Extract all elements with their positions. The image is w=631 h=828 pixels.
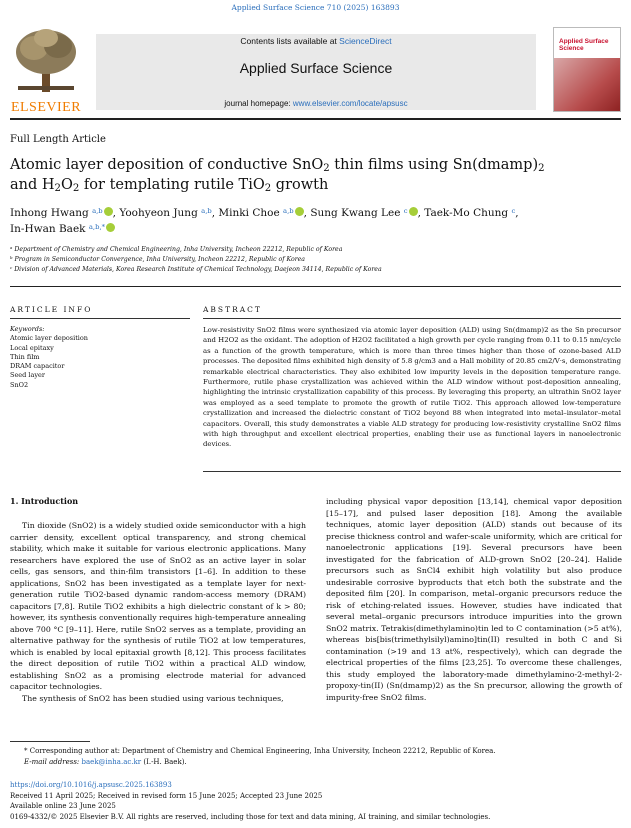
author-affiliation-mark[interactable]: a,b (201, 206, 212, 215)
author-name[interactable]: Taek-Mo Chung (424, 207, 509, 219)
keywords-list (10, 325, 190, 390)
header-rule (10, 286, 621, 287)
received-dates: Received 11 April 2025; Received in revised form 15 June 2025; Accepted 23 June 2025 (10, 791, 323, 800)
article-info-heading: ARTICLE INFO (10, 305, 93, 314)
copyright-line: 0169-4332/© 2025 Elsevier B.V. All rights are reserved, including those for text and data mining, AI training, and similar technologies. (10, 812, 491, 821)
keyword-item: Atomic layer deposition (10, 334, 88, 343)
abstract-bottom-rule (203, 471, 621, 472)
article-info-rule (10, 318, 190, 319)
elsevier-logo (10, 26, 82, 115)
journal-homepage-link[interactable]: www.elsevier.com/locate/apsusc (292, 99, 408, 108)
journal-title: Applied Surface Science (239, 60, 393, 76)
author-affiliation-mark[interactable]: c (403, 206, 408, 215)
author-list: Inhong Hwang $^{a,b}$ , Yoohyeon Jung $^{a,b}$, Minki Choe $^{a,b}$ , Sung Kwang Lee $^c$ , Taek-Mo Chung $^c$, In-Hwan Baek $^{a,b,*}$ (10, 206, 519, 235)
author-affiliation-mark[interactable]: a,b (283, 206, 294, 215)
author-name[interactable]: Minki Choe (218, 207, 280, 219)
keyword-item: DRAM capacitor (10, 362, 65, 371)
author-affiliation-mark[interactable]: a,b,* (88, 222, 106, 231)
corresponding-author-note: * Corresponding author at: Department of Chemistry and Chemical Engineering, Inha University, Incheon 22212, Republic of Korea. (24, 747, 496, 755)
affiliation-item: $^c$ Division of Advanced Materials, Korea Research Institute of Chemical Technology, Daejeon 34114, Republic of Korea (10, 265, 382, 273)
homepage-prefix: journal homepage: (224, 99, 293, 108)
keyword-item: Thin film (10, 352, 40, 361)
author-name[interactable]: Yoohyeon Jung (119, 207, 198, 219)
email-link[interactable]: baek@inha.ac.kr (81, 758, 142, 766)
author-name[interactable]: Sung Kwang Lee (310, 207, 401, 219)
affiliation-item: $^b$ Program in Semiconductor Convergence, Inha University, Incheon 22212, Republic of Korea (10, 255, 305, 263)
journal-reference-link[interactable]: Applied Surface Science 710 (2025) 163893 (231, 3, 400, 12)
available-online: Available online 23 June 2025 (10, 802, 116, 811)
cover-title: Applied Surface Science (559, 38, 609, 52)
homepage-line (96, 99, 536, 108)
body-column-right (326, 496, 622, 703)
contents-prefix: Contents lists available at (240, 36, 340, 46)
body-column-left (10, 520, 306, 704)
body-paragraph: including physical vapor deposition [13,14], chemical vapor deposition [15–17], and pulsed laser deposition [18]. Among the available techniques, atomic layer deposition (ALD) stands out because of its precise thickness control and wafer-scale uniformity, which are critical for nanoelectronic applications [19]. Several precursors have been investigated for the fabrication of ALD-grown SnO2 [20–24]. Halide precursors such as SnCl4 exhibit high volatility but also produce undesirable corrosive byproducts that etch both the substrate and the deposited film [20]. In comparison, metal–organic precursors reduce the risk of etching-related issues. However, studies have indicated that several metal–organic precursors introduce impurities into the grown SnO2 matrix. Tetrakis(dimethylamino)tin led to C contamination (>5 at%), whereas bis[bis(trimethylsilyl)amino]tin(II) resulted in both C and Si contamination (>19 and 13 at%, respectively), which can degrade the electrical properties of the films [23,25]. To overcome these challenges, this study employed the laboratory-made dimethylamino-2-methyl-2-propoxy-tin(II) (Sn(dmamp)2) as the Sn precursor, allowing the growth of impurity-free SnO2 films. (326, 497, 622, 702)
article-title: Atomic layer deposition of conductive SnO$_2$ thin films using $Sn(dmamp)_2$ and $H_2O_2$ for templating rutile TiO$_2$ growth (10, 157, 545, 195)
masthead-rule (10, 118, 621, 120)
corresponding-author-footnote (10, 746, 496, 768)
keyword-item: Seed layer (10, 371, 45, 380)
author-name[interactable]: In-Hwan Baek (10, 223, 86, 235)
elsevier-tree-icon (12, 26, 80, 94)
email-line: E-mail address: baek@inha.ac.kr (I.-H. Baek). (24, 758, 187, 766)
orcid-icon[interactable] (106, 223, 115, 232)
publication-info (10, 780, 490, 822)
doi-link[interactable]: https://doi.org/10.1016/j.apsusc.2025.163893 (10, 781, 172, 789)
abstract-top-rule (203, 318, 621, 319)
journal-cover-thumbnail[interactable] (553, 27, 621, 112)
orcid-icon[interactable] (409, 207, 418, 216)
body-paragraph: Tin dioxide (SnO2) is a widely studied oxide semiconductor with a high carrier density, excellent optical transparency, and strong chemical stability, which make it suitable for various electronic applications. Many researchers have explored the use of SnO2 as an active layer in solar cells, gas sensors, and thin-film transistors [1–6]. In addition to these applications, SnO2 has been investigated as a template layer for next-generation rutile TiO2-based dynamic random-access memory (DRAM) capacitors [7,8]. Rutile TiO2 exhibits a high dielectric constant of k > 80; however, its synthesis conventionally requires high-temperature annealing above 700 °C [9–11]. Here, rutile SnO2 serves as a template, providing an alternative pathway for the synthesis of rutile TiO2 at low temperatures, which is enabled by local epitaxial growth [8,12]. This process facilitates the direct deposition of rutile TiO2 within a practical ALD window, establishing SnO2 as a promising electrode material for advanced capacitor technologies. (10, 521, 306, 691)
orcid-icon[interactable] (104, 207, 113, 216)
keyword-item: Local epitaxy (10, 343, 54, 352)
author-affiliation-mark[interactable]: a,b (92, 206, 103, 215)
author-name[interactable]: Inhong Hwang (10, 207, 89, 219)
cover-graphic (554, 58, 621, 112)
affiliation-item: $^a$ Department of Chemistry and Chemical Engineering, Inha University, Incheon 22212, Republic of Korea (10, 245, 343, 253)
introduction-heading: 1. Introduction (10, 496, 79, 506)
keywords-label: Keywords: (10, 325, 45, 333)
footnote-rule (10, 741, 90, 742)
sciencedirect-link[interactable]: ScienceDirect (339, 36, 392, 46)
orcid-icon[interactable] (295, 207, 304, 216)
affiliations (10, 245, 382, 275)
author-affiliation-mark[interactable]: c (511, 206, 516, 215)
abstract-heading: ABSTRACT (203, 305, 262, 314)
contents-line (96, 36, 536, 46)
article-type: Full Length Article (10, 134, 106, 145)
keyword-item: SnO2 (10, 380, 29, 389)
abstract-text: Low-resistivity SnO2 films were synthesized via atomic layer deposition (ALD) using Sn(dmamp)2 as the Sn precursor and H2O2 as the oxidant. The adoption of H2O2 facilitated a high growth per cycle ranging from 0.11 to 0.15 nm/cycle as a function of the growth temperature, which is more than three times higher than those of ozone-based ALD processes. The deposited films exhibited high density of 5.8 g/cm3 and a Hall mobility of 20.85 cm2/V·s, demonstrating remarkable electrical characteristics. They also exhibited low impurity levels in the deposition temperature range. Furthermore, rutile phase crystallization was achieved within the ALD window without post-deposition annealing, highlighting the intrinsic crystallization capability of this process. By leveraging this property, an ultrathin SnO2 layer was employed as a seed template to promote the growth of rutile TiO2. This approach allowed low-temperature crystallization and increased the dielectric constant of TiO2 beyond 88 when integrated into metal–insulator–metal capacitors. Overall, this study demonstrates a viable ALD strategy for producing low-resistivity crystalline SnO2 films with high throughput and excellent electrical properties, enabling their use as functional layers in nanoelectronic devices. (203, 326, 621, 449)
elsevier-wordmark: ELSEVIER (10, 100, 82, 115)
body-paragraph: The synthesis of SnO2 has been studied using various techniques, (22, 693, 284, 703)
